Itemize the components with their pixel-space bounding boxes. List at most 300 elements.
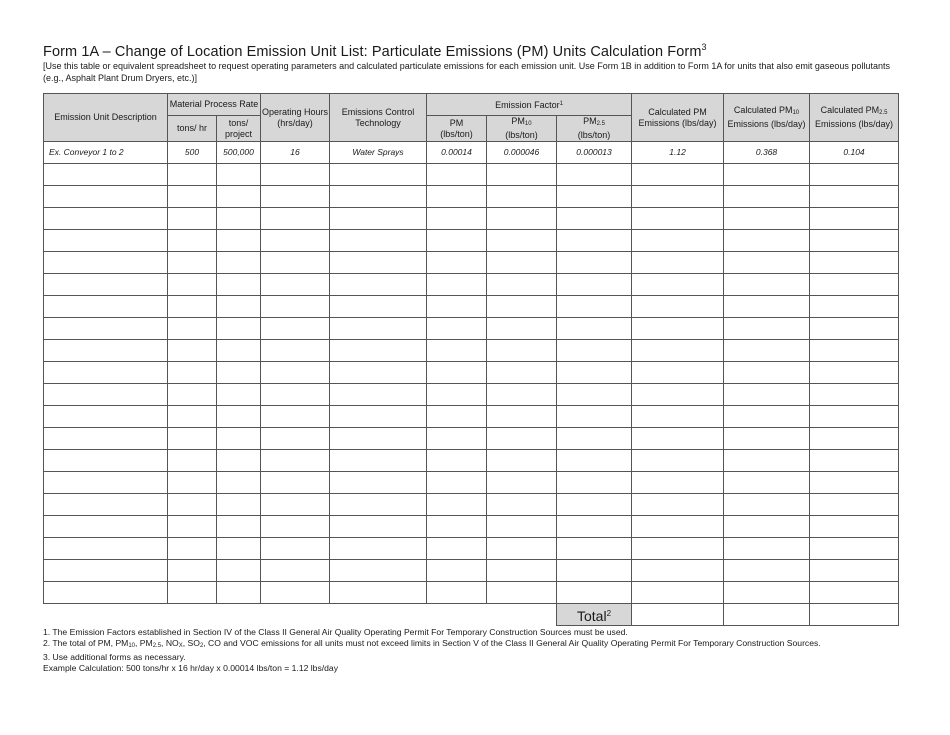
entry-cell-ef-pm[interactable] [427,582,487,604]
entry-cell-control[interactable] [330,296,427,318]
entry-cell-control[interactable] [330,384,427,406]
total-calc-pm25[interactable] [810,604,899,626]
header-ef-pm-text: PM [449,117,464,128]
entry-cell-calc-pm[interactable] [632,450,724,472]
entry-cell-description[interactable] [44,494,168,516]
entry-cell-ef-pm10[interactable] [487,384,557,406]
total-calc-pm10[interactable] [724,604,810,626]
entry-cell-calc-pm10[interactable] [724,274,810,296]
entry-cell-control[interactable] [330,516,427,538]
entry-cell-ef-pm10[interactable] [487,296,557,318]
entry-cell-calc-pm25[interactable] [810,362,899,384]
example-calc-pm10[interactable]: 0.368 [724,142,810,164]
entry-cell-hours[interactable] [261,560,330,582]
entry-cell-hours[interactable] [261,472,330,494]
header-ef-pm25-unit: (lbs/ton) [577,130,611,140]
entry-cell-control[interactable] [330,340,427,362]
entry-cell-tons-project[interactable] [217,296,261,318]
entry-cell-calc-pm10[interactable] [724,406,810,428]
example-calc-pm[interactable]: 1.12 [632,142,724,164]
table-row [44,362,899,384]
entry-cell-tons-hr[interactable] [168,340,217,362]
entry-cell-ef-pm10[interactable] [487,252,557,274]
table-row [44,516,899,538]
entry-cell-control[interactable] [330,252,427,274]
entry-cell-description[interactable] [44,274,168,296]
entry-cell-calc-pm25[interactable] [810,494,899,516]
entry-cell-ef-pm[interactable] [427,230,487,252]
entry-cell-tons-project[interactable] [217,406,261,428]
entry-cell-control[interactable] [330,494,427,516]
header-ef-pm-unit: (lbs/ton) [440,128,473,139]
entry-cell-description[interactable] [44,318,168,340]
entry-cell-hours[interactable] [261,494,330,516]
entry-cell-ef-pm10[interactable] [487,472,557,494]
table-row [44,230,899,252]
entry-cell-ef-pm25[interactable] [557,318,632,340]
entry-cell-calc-pm25[interactable] [810,164,899,186]
entry-cell-hours[interactable] [261,230,330,252]
entry-cell-calc-pm[interactable] [632,362,724,384]
header-calc-pm25 [810,94,899,142]
entry-cell-ef-pm[interactable] [427,296,487,318]
header-calc-pm25-unit: Emissions (lbs/day) [815,119,894,129]
header-control-technology: Emissions Control Technology [330,94,427,142]
entry-cell-calc-pm10[interactable] [724,164,810,186]
total-spacer [44,604,557,626]
entry-cell-control[interactable] [330,538,427,560]
entry-cell-calc-pm25[interactable] [810,516,899,538]
entry-cell-ef-pm10[interactable] [487,428,557,450]
entry-cell-tons-hr[interactable] [168,516,217,538]
entry-cell-description[interactable] [44,560,168,582]
entry-cell-ef-pm[interactable] [427,406,487,428]
entry-cell-calc-pm[interactable] [632,538,724,560]
entry-cell-calc-pm[interactable] [632,164,724,186]
entry-cell-hours[interactable] [261,428,330,450]
entry-cell-calc-pm25[interactable] [810,560,899,582]
entry-cell-ef-pm25[interactable] [557,538,632,560]
header-ef-pm10-unit: (lbs/ton) [505,130,538,140]
entry-cell-ef-pm[interactable] [427,164,487,186]
entry-cell-tons-hr[interactable] [168,494,217,516]
entry-cell-tons-hr[interactable] [168,450,217,472]
table-body [44,142,899,626]
entry-cell-tons-hr[interactable] [168,560,217,582]
form-title [43,42,707,60]
entry-cell-calc-pm25[interactable] [810,230,899,252]
entry-cell-ef-pm25[interactable] [557,516,632,538]
entry-cell-tons-project[interactable] [217,208,261,230]
entry-cell-control[interactable] [330,274,427,296]
entry-cell-tons-hr[interactable] [168,428,217,450]
entry-cell-ef-pm25[interactable] [557,186,632,208]
entry-cell-calc-pm[interactable] [632,340,724,362]
entry-cell-control[interactable] [330,406,427,428]
header-ef-pm25-sub: 2.5 [596,121,605,127]
entry-cell-description[interactable] [44,516,168,538]
entry-cell-ef-pm25[interactable] [557,296,632,318]
entry-cell-calc-pm[interactable] [632,296,724,318]
entry-cell-description[interactable] [44,252,168,274]
entry-cell-ef-pm[interactable] [427,274,487,296]
header-ef-pm25-text: PM [583,116,597,126]
entry-cell-calc-pm25[interactable] [810,384,899,406]
table-row [44,296,899,318]
entry-cell-ef-pm10[interactable] [487,186,557,208]
entry-cell-tons-project[interactable] [217,582,261,604]
entry-cell-control[interactable] [330,186,427,208]
entry-cell-calc-pm10[interactable] [724,494,810,516]
entry-cell-ef-pm25[interactable] [557,274,632,296]
entry-cell-description[interactable] [44,296,168,318]
entry-cell-hours[interactable] [261,582,330,604]
entry-cell-ef-pm25[interactable] [557,494,632,516]
entry-cell-control[interactable] [330,450,427,472]
header-calc-pm: Calculated PM Emissions (lbs/day) [632,94,724,142]
entry-cell-calc-pm10[interactable] [724,582,810,604]
footnote-2 [43,638,923,652]
table-row [44,450,899,472]
entry-cell-calc-pm10[interactable] [724,516,810,538]
header-tons-hr: tons/ hr [168,116,217,142]
footnote-2-sub-3: X [178,643,183,649]
entry-cell-calc-pm25[interactable] [810,428,899,450]
entry-cell-control[interactable] [330,362,427,384]
entry-cell-tons-hr[interactable] [168,362,217,384]
entry-cell-ef-pm25[interactable] [557,362,632,384]
example-tons-project[interactable]: 500,000 [217,142,261,164]
entry-cell-ef-pm25[interactable] [557,208,632,230]
entry-cell-description[interactable] [44,450,168,472]
entry-cell-tons-hr[interactable] [168,208,217,230]
entry-cell-calc-pm25[interactable] [810,450,899,472]
entry-cell-ef-pm[interactable] [427,186,487,208]
header-calc-pm10-unit: Emissions (lbs/day) [727,119,806,129]
entry-cell-description[interactable] [44,406,168,428]
entry-cell-description[interactable] [44,472,168,494]
entry-cell-tons-project[interactable] [217,164,261,186]
entry-cell-description[interactable] [44,186,168,208]
entry-cell-tons-project[interactable] [217,318,261,340]
total-label-text: Total [577,607,607,624]
footnote-2-sub-2: 2.5 [152,643,162,649]
total-label [557,604,632,626]
footnote-2-part-a: 2. The total of PM, PM [43,638,129,648]
entry-cell-ef-pm[interactable] [427,252,487,274]
entry-cell-ef-pm10[interactable] [487,274,557,296]
entry-cell-ef-pm25[interactable] [557,450,632,472]
entry-cell-tons-project[interactable] [217,494,261,516]
entry-cell-tons-project[interactable] [217,516,261,538]
entry-cell-calc-pm[interactable] [632,560,724,582]
entry-cell-tons-hr[interactable] [168,252,217,274]
entry-cell-tons-project[interactable] [217,450,261,472]
entry-cell-ef-pm[interactable] [427,340,487,362]
entry-cell-hours[interactable] [261,296,330,318]
entry-cell-tons-project[interactable] [217,230,261,252]
example-row [44,142,899,164]
footnote-2-sub-4: 2 [199,643,204,649]
entry-cell-tons-hr[interactable] [168,274,217,296]
entry-cell-control[interactable] [330,582,427,604]
entry-cell-control[interactable] [330,164,427,186]
entry-cell-ef-pm25[interactable] [557,340,632,362]
entry-cell-description[interactable] [44,582,168,604]
entry-cell-calc-pm[interactable] [632,582,724,604]
entry-cell-description[interactable] [44,208,168,230]
header-ef-pm [427,116,487,142]
entry-cell-calc-pm10[interactable] [724,472,810,494]
entry-cell-calc-pm[interactable] [632,406,724,428]
entry-cell-tons-hr[interactable] [168,318,217,340]
entry-cell-description[interactable] [44,428,168,450]
entry-cell-tons-project[interactable] [217,274,261,296]
entry-cell-description[interactable] [44,362,168,384]
entry-cell-ef-pm[interactable] [427,384,487,406]
example-ef-pm25[interactable]: 0.000013 [557,142,632,164]
entry-cell-hours[interactable] [261,164,330,186]
entry-cell-control[interactable] [330,208,427,230]
entry-cell-ef-pm25[interactable] [557,428,632,450]
table-row [44,384,899,406]
entry-cell-ef-pm10[interactable] [487,494,557,516]
entry-cell-tons-project[interactable] [217,472,261,494]
entry-cell-calc-pm25[interactable] [810,582,899,604]
header-emission-factor-text: Emission Factor [495,99,560,110]
entry-cell-tons-hr[interactable] [168,296,217,318]
entry-cell-description[interactable] [44,340,168,362]
header-tons-project: tons/ project [217,116,261,142]
entry-cell-tons-hr[interactable] [168,582,217,604]
table-row [44,186,899,208]
entry-cell-calc-pm25[interactable] [810,538,899,560]
entry-cell-ef-pm25[interactable] [557,230,632,252]
table-row [44,318,899,340]
entry-cell-ef-pm25[interactable] [557,164,632,186]
table-row [44,494,899,516]
entry-cell-hours[interactable] [261,516,330,538]
entry-cell-ef-pm[interactable] [427,362,487,384]
entry-cell-calc-pm25[interactable] [810,186,899,208]
example-calc-pm25[interactable]: 0.104 [810,142,899,164]
entry-cell-ef-pm[interactable] [427,318,487,340]
entry-cell-description[interactable] [44,538,168,560]
entry-cell-hours[interactable] [261,538,330,560]
header-ef-pm10-sub: 10 [524,121,532,127]
entry-cell-calc-pm[interactable] [632,428,724,450]
table-row [44,582,899,604]
header-calc-pm10-sub: 10 [792,110,800,116]
entry-cell-calc-pm25[interactable] [810,318,899,340]
example-tons-hr[interactable]: 500 [168,142,217,164]
entry-cell-calc-pm10[interactable] [724,384,810,406]
total-row [44,604,899,626]
entry-cell-hours[interactable] [261,450,330,472]
entry-cell-ef-pm10[interactable] [487,538,557,560]
entry-cell-ef-pm[interactable] [427,472,487,494]
entry-cell-calc-pm[interactable] [632,274,724,296]
entry-cell-calc-pm10[interactable] [724,318,810,340]
entry-cell-ef-pm10[interactable] [487,516,557,538]
entry-cell-ef-pm[interactable] [427,538,487,560]
entry-cell-calc-pm25[interactable] [810,340,899,362]
entry-cell-ef-pm10[interactable] [487,582,557,604]
entry-cell-calc-pm25[interactable] [810,406,899,428]
footnotes [43,627,923,674]
entry-cell-calc-pm10[interactable] [724,538,810,560]
entry-cell-control[interactable] [330,560,427,582]
entry-cell-calc-pm[interactable] [632,186,724,208]
example-control[interactable]: Water Sprays [330,142,427,164]
header-emission-factor-ref: 1 [559,100,563,107]
entry-cell-calc-pm25[interactable] [810,472,899,494]
entry-cell-tons-hr[interactable] [168,472,217,494]
entry-cell-ef-pm10[interactable] [487,560,557,582]
entry-cell-calc-pm10[interactable] [724,362,810,384]
entry-cell-ef-pm25[interactable] [557,252,632,274]
entry-cell-hours[interactable] [261,384,330,406]
footnote-2-part-b: , PM [135,638,153,648]
entry-cell-ef-pm25[interactable] [557,582,632,604]
entry-cell-tons-project[interactable] [217,340,261,362]
entry-cell-calc-pm[interactable] [632,384,724,406]
entry-cell-control[interactable] [330,428,427,450]
entry-cell-calc-pm[interactable] [632,230,724,252]
entry-cell-hours[interactable] [261,340,330,362]
header-ef-pm25 [557,116,632,142]
entry-cell-ef-pm10[interactable] [487,362,557,384]
entry-cell-ef-pm10[interactable] [487,318,557,340]
entry-cell-ef-pm[interactable] [427,560,487,582]
header-calc-pm25-text: Calculated PM [820,105,880,115]
entry-cell-description[interactable] [44,164,168,186]
entry-cell-control[interactable] [330,318,427,340]
entry-cell-tons-project[interactable] [217,362,261,384]
entry-cell-calc-pm10[interactable] [724,230,810,252]
entry-cell-description[interactable] [44,230,168,252]
entry-cell-control[interactable] [330,472,427,494]
table-row [44,472,899,494]
entry-cell-ef-pm[interactable] [427,516,487,538]
entry-cell-calc-pm10[interactable] [724,208,810,230]
footnote-2-sub-1: 10 [128,643,136,649]
footnote-2-part-e: , CO and VOC emissions for all units must not exceed limits in Section V of the Class II General Air Quality Operating Permit For Temporary Construction Sources. [203,638,821,648]
example-description[interactable]: Ex. Conveyor 1 to 2 [44,142,168,164]
entry-cell-hours[interactable] [261,274,330,296]
entry-cell-tons-project[interactable] [217,252,261,274]
entry-cell-calc-pm[interactable] [632,516,724,538]
table-row [44,538,899,560]
entry-cell-calc-pm25[interactable] [810,208,899,230]
entry-cell-tons-hr[interactable] [168,406,217,428]
entry-cell-calc-pm10[interactable] [724,340,810,362]
entry-cell-tons-hr[interactable] [168,230,217,252]
entry-cell-tons-project[interactable] [217,384,261,406]
table-row [44,428,899,450]
table-row [44,560,899,582]
form-title-text: Form 1A – Change of Location Emission Unit List: Particulate Emissions (PM) Units Calculation Form [43,44,702,60]
entry-cell-ef-pm[interactable] [427,208,487,230]
table-row [44,252,899,274]
entry-cell-ef-pm[interactable] [427,450,487,472]
entry-cell-ef-pm10[interactable] [487,208,557,230]
entry-cell-tons-hr[interactable] [168,384,217,406]
emission-unit-table [43,93,899,626]
entry-cell-calc-pm10[interactable] [724,428,810,450]
entry-cell-calc-pm25[interactable] [810,252,899,274]
entry-cell-calc-pm25[interactable] [810,274,899,296]
entry-cell-calc-pm10[interactable] [724,186,810,208]
header-ef-pm10 [487,116,557,142]
entry-cell-ef-pm10[interactable] [487,164,557,186]
entry-cell-calc-pm[interactable] [632,494,724,516]
entry-cell-calc-pm10[interactable] [724,560,810,582]
entry-cell-ef-pm25[interactable] [557,384,632,406]
header-operating-hours: Operating Hours (hrs/day) [261,94,330,142]
total-calc-pm[interactable] [632,604,724,626]
table-row [44,274,899,296]
entry-cell-ef-pm10[interactable] [487,340,557,362]
entry-cell-calc-pm[interactable] [632,472,724,494]
form-instructions: [Use this table or equivalent spreadsheet to request operating parameters and calculated particulate emissions for each emission unit. Use Form 1B in addition to Form 1A for units that also emit gaseous pollutants (e.g., Asphalt Plant Drum Dryers, etc.)] [43,61,890,83]
entry-cell-tons-project[interactable] [217,538,261,560]
entry-cell-ef-pm25[interactable] [557,406,632,428]
entry-cell-control[interactable] [330,230,427,252]
entry-cell-hours[interactable] [261,362,330,384]
entry-cell-hours[interactable] [261,186,330,208]
entry-cell-hours[interactable] [261,208,330,230]
example-ef-pm10[interactable]: 0.000046 [487,142,557,164]
header-calc-pm25-sub: 2.5 [879,110,888,116]
header-calc-pm10 [724,94,810,142]
table-row [44,340,899,362]
entry-cell-calc-pm[interactable] [632,252,724,274]
table-row [44,164,899,186]
header-calc-pm10-text: Calculated PM [733,105,793,115]
entry-cell-tons-hr[interactable] [168,538,217,560]
form-title-footnote-ref: 3 [701,42,707,52]
entry-cell-tons-project[interactable] [217,560,261,582]
entry-cell-hours[interactable] [261,252,330,274]
entry-cell-ef-pm25[interactable] [557,560,632,582]
example-hours[interactable]: 16 [261,142,330,164]
footnote-1: 1. The Emission Factors established in Section IV of the Class II General Air Quality Operating Permit For Temporary Construction Sources must be used. [43,627,628,637]
entry-cell-tons-hr[interactable] [168,186,217,208]
entry-cell-calc-pm10[interactable] [724,252,810,274]
entry-cell-ef-pm10[interactable] [487,406,557,428]
entry-cell-calc-pm25[interactable] [810,296,899,318]
entry-cell-ef-pm[interactable] [427,494,487,516]
entry-cell-calc-pm10[interactable] [724,450,810,472]
entry-cell-tons-hr[interactable] [168,164,217,186]
entry-cell-hours[interactable] [261,318,330,340]
entry-cell-ef-pm10[interactable] [487,230,557,252]
entry-cell-calc-pm[interactable] [632,208,724,230]
entry-cell-description[interactable] [44,384,168,406]
entry-cell-hours[interactable] [261,406,330,428]
entry-cell-tons-project[interactable] [217,186,261,208]
entry-cell-calc-pm[interactable] [632,318,724,340]
entry-cell-calc-pm10[interactable] [724,296,810,318]
entry-cell-ef-pm[interactable] [427,428,487,450]
entry-cell-tons-project[interactable] [217,428,261,450]
table-row [44,208,899,230]
entry-cell-ef-pm25[interactable] [557,472,632,494]
example-ef-pm[interactable]: 0.00014 [427,142,487,164]
entry-cell-ef-pm10[interactable] [487,450,557,472]
total-footnote-ref: 2 [606,608,612,618]
